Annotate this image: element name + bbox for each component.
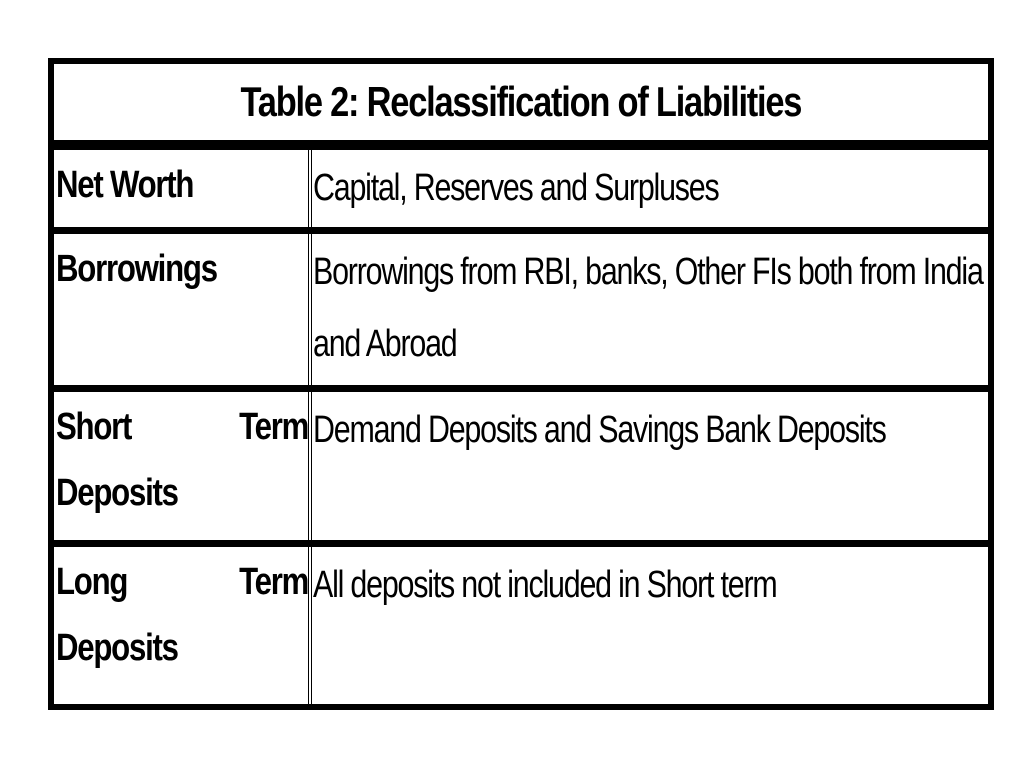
row-label xyxy=(56,152,308,218)
row-label-text: Borrowings xyxy=(56,248,217,290)
table-row-net-worth xyxy=(54,150,988,234)
row-description xyxy=(313,152,989,224)
row-label-text-right: Term xyxy=(239,406,309,448)
row-label xyxy=(56,549,308,681)
row-label xyxy=(56,236,308,302)
row-label-text: Long xyxy=(56,561,128,603)
row-label-text-right: Term xyxy=(239,561,309,603)
row-label-line xyxy=(56,615,308,681)
row-label-text: Deposits xyxy=(56,627,178,669)
row-label-line xyxy=(56,152,308,218)
row-label-text: Deposits xyxy=(56,472,178,514)
row-label-text: Net Worth xyxy=(56,164,194,206)
row-label-line xyxy=(56,460,308,526)
row-label-line xyxy=(56,236,308,302)
table-title: Table 2: Reclassification of Liabilities xyxy=(240,78,802,125)
row-label-line xyxy=(56,394,308,460)
row-label xyxy=(56,394,308,526)
row-description xyxy=(313,549,989,621)
table-title-row xyxy=(54,64,988,150)
row-description-line: All deposits not included in Short term xyxy=(313,564,777,606)
row-description-line: Borrowings from RBI, banks, Other FIs both from India xyxy=(313,251,983,293)
row-label-text: Short xyxy=(56,406,132,448)
liabilities-table xyxy=(48,58,994,710)
row-description-line: and Abroad xyxy=(313,323,457,365)
table-row-borrowings xyxy=(54,234,988,392)
table-row-long-term-deposits xyxy=(54,547,988,704)
table-row-short-term-deposits xyxy=(54,392,988,547)
row-label-line xyxy=(56,549,308,615)
row-description-line: Demand Deposits and Savings Bank Deposits xyxy=(313,409,886,451)
row-description xyxy=(313,394,989,466)
row-description xyxy=(313,236,989,380)
row-description-line: Capital, Reserves and Surpluses xyxy=(313,167,719,209)
